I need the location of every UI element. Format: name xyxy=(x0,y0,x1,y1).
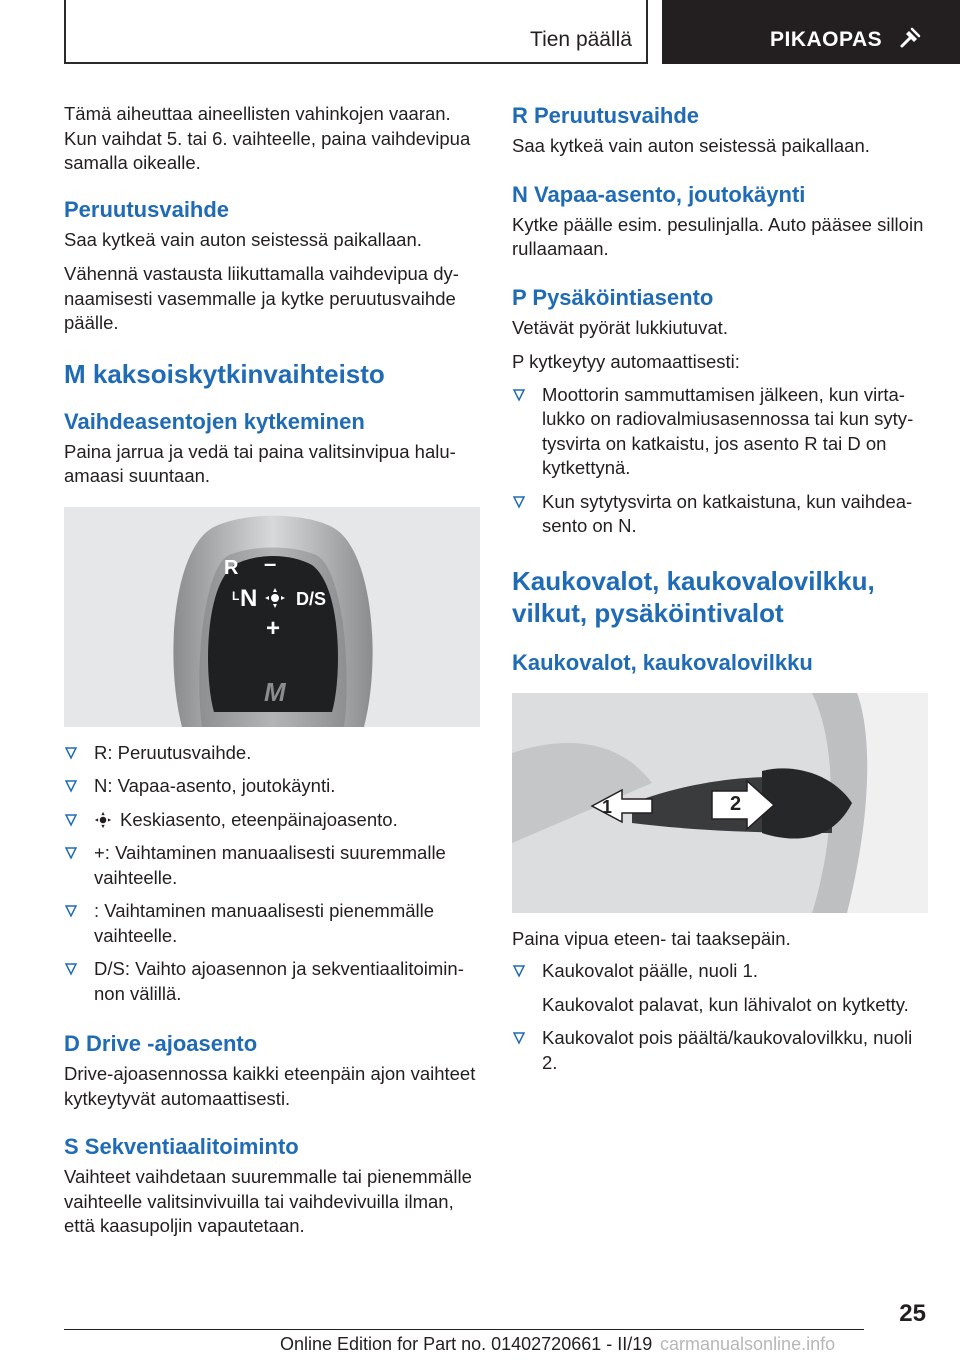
list-item: Kaukovalot pois päältä/kaukovalovilkku, nuoli 2. xyxy=(512,1026,928,1075)
bullet-triangle-icon xyxy=(65,813,77,827)
sequential-text: Vaihteet vaihdetaan suuremmalle tai pienemmälle vaihteelle valitsinvivuilla tai vaihdevivuilla ilman, että kaasupoljin vapautetaan. xyxy=(64,1166,472,1236)
high-beam-text: Paina vipua eteen- tai taaksepäin. xyxy=(512,927,791,949)
bullet-triangle-icon xyxy=(65,962,77,976)
m-gearbox-heading: M kaksoiskytkinvaihteisto xyxy=(64,358,385,389)
r-reverse-text: Saa kytkeä vain auton seistessä paikallaan. xyxy=(512,135,870,156)
list-item: R: Peruutusvaihde. xyxy=(64,741,480,766)
bullet-triangle-icon xyxy=(65,746,77,760)
center-position-icon xyxy=(264,587,286,609)
intro-paragraph: Tämä aiheuttaa aineellisten vahinkojen vaaran. Kun vaihdat 5. tai 6. vaihteelle, paina vaihdevipua samalla oikealle. xyxy=(64,103,471,173)
bullet-triangle-icon xyxy=(513,1031,525,1045)
center-position-icon xyxy=(94,811,112,829)
knob-label-r: R xyxy=(224,556,239,579)
drive-heading: D Drive -ajoasento xyxy=(64,1031,258,1056)
list-item: D/S: Vaihto ajoasennon ja sekventiaalitoiminnon välillä. xyxy=(64,957,480,1006)
m-logo: M xyxy=(264,676,286,707)
stalk-illustration xyxy=(512,693,928,913)
high-beam-list xyxy=(512,959,928,984)
list-item: Keskiasento, eteenpäinajoasento. xyxy=(64,808,480,833)
n-neutral-text: Kytke päälle esim. pesulinjalla. Auto pääsee silloin rullaamaan. xyxy=(512,213,924,259)
arrow-label-2: 2 xyxy=(730,792,742,815)
list-item: N: Vapaa-asento, joutokäynti. xyxy=(64,774,480,799)
page-number: 25 xyxy=(899,1300,926,1327)
footer-edition: Online Edition for Part no. 01402720661 - II/19 xyxy=(280,1334,653,1354)
sequential-heading: S Sekventiaalitoiminto xyxy=(64,1134,299,1159)
quick-guide-icon xyxy=(898,26,922,50)
shift-text: Paina jarrua ja vedä tai paina valitsinvipua haluamaasi suuntaan. xyxy=(64,440,456,486)
bullet-triangle-icon xyxy=(65,846,77,860)
lights-heading: Kaukovalot, kaukovalovilkku, vilkut, pysäköintivalot xyxy=(512,565,875,628)
bullet-triangle-icon xyxy=(65,779,77,793)
reverse-text-2: Vähennä vastausta liikuttamalla vaihdevipua dynaamisesti vasemmalle ja kytke peruutusvaihde päälle. xyxy=(64,263,459,333)
list-item: Kaukovalot päälle, nuoli 1. xyxy=(512,959,928,984)
knob-label-minus: – xyxy=(264,550,277,576)
list-item: +: Vaihtaminen manuaalisesti suuremmalle vaihteelle. xyxy=(64,841,480,890)
footer-divider xyxy=(64,1329,864,1330)
reverse-text-1: Saa kytkeä vain auton seistessä paikallaan. xyxy=(64,228,422,250)
header-tab xyxy=(662,0,960,64)
footer-watermark: carmanualsonline.info xyxy=(660,1334,836,1354)
p-park-text-2: P kytkeytyy automaattisesti: xyxy=(512,351,740,372)
right-column xyxy=(512,102,928,1075)
header-tab-label: PIKAOPAS xyxy=(770,28,883,51)
list-item: : Vaihtaminen manuaalisesti pienemmälle vaihteelle. xyxy=(64,899,480,948)
bullet-triangle-icon xyxy=(513,388,525,402)
list-item: Moottorin sammuttamisen jälkeen, kun virtalukko on radiovalmiusasennossa tai kun sytytysvirta on katkaistu, jos asento R tai D on kytkettynä. xyxy=(512,383,928,481)
high-beam-figure xyxy=(512,693,928,913)
p-park-heading: P Pysäköintiasento xyxy=(512,284,714,310)
shift-heading: Vaihdeasentojen kytkeminen xyxy=(64,408,365,434)
r-reverse-heading: R Peruutusvaihde xyxy=(512,103,700,128)
high-beam-heading: Kaukovalot, kaukovalovilkku xyxy=(512,649,813,675)
gear-position-list xyxy=(64,741,480,1007)
high-beam-list-2 xyxy=(512,1026,928,1075)
knob-label-ds: D/S xyxy=(296,588,327,609)
reverse-heading: Peruutusvaihde xyxy=(64,196,230,222)
gear-knob-figure xyxy=(64,507,480,727)
high-beam-subtext: Kaukovalot palavat, kun lähivalot on kytketty. xyxy=(542,993,909,1015)
list-item: Kun sytytysvirta on katkaistuna, kun vaihdeasento on N. xyxy=(512,490,928,539)
header-section-title: Tien päällä xyxy=(530,28,632,51)
knob-label-l: L xyxy=(232,588,240,603)
knob-label-plus: + xyxy=(266,614,281,642)
left-column xyxy=(64,102,480,1239)
bullet-triangle-icon xyxy=(513,495,525,509)
park-list xyxy=(512,383,928,539)
knob-label-n: N xyxy=(240,584,258,612)
bullet-triangle-icon xyxy=(513,964,525,978)
drive-text: Drive-ajoasennossa kaikki eteenpäin ajon vaihteet kytkeytyvät automaattisesti. xyxy=(64,1063,476,1109)
p-park-text-1: Vetävät pyörät lukkiutuvat. xyxy=(512,316,728,338)
arrow-label-1: 1 xyxy=(602,796,613,817)
header-section-box xyxy=(64,0,648,64)
bullet-triangle-icon xyxy=(65,904,77,918)
n-neutral-heading: N Vapaa-asento, joutokäynti xyxy=(512,181,806,207)
